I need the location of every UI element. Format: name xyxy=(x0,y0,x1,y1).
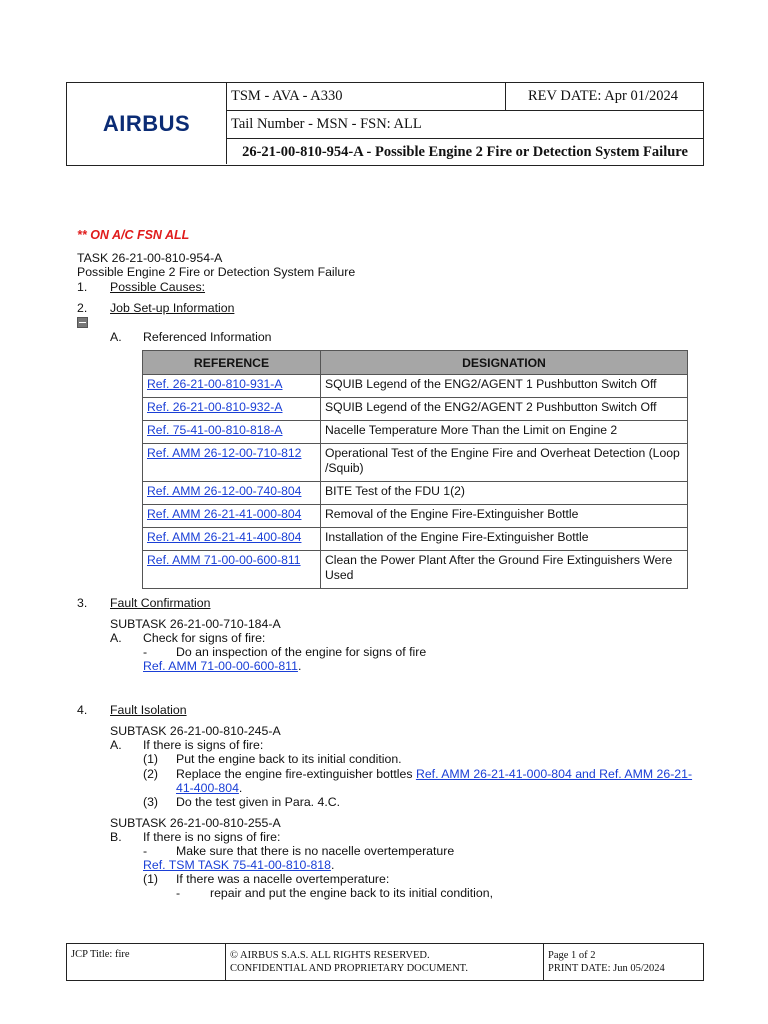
bullet-dash: - xyxy=(143,645,148,659)
page-info xyxy=(544,944,703,980)
reference-table-header xyxy=(143,351,688,375)
print-date: PRINT DATE: Jun 05/2024 xyxy=(548,963,665,974)
collapse-icon[interactable] xyxy=(77,317,88,328)
subtask-id: SUBTASK 26-21-00-710-184-A xyxy=(110,617,281,631)
step-reference-end: . xyxy=(330,858,335,872)
bullet-dash: - xyxy=(143,844,148,858)
reference-link[interactable]: Ref. AMM 26-12-00-740-804 xyxy=(147,484,302,498)
step-letter: A. xyxy=(110,738,122,752)
reference-link[interactable]: Ref. TSM TASK 75-41-00-810-818 xyxy=(143,858,331,872)
designation-cell: Clean the Power Plant After the Ground Fire Extinguishers Were Used xyxy=(321,551,688,589)
section-2-number: 2. xyxy=(77,301,88,315)
table-row xyxy=(143,375,688,398)
designation-cell: Nacelle Temperature More Than the Limit on Engine 2 xyxy=(321,421,688,444)
document-footer xyxy=(66,943,704,981)
table-row xyxy=(143,505,688,528)
tail-number: Tail Number - MSN - FSN: ALL xyxy=(231,116,422,132)
designation-cell: SQUIB Legend of the ENG2/AGENT 2 Pushbutton Switch Off xyxy=(321,398,688,421)
item-end: . xyxy=(238,781,243,795)
reference-link[interactable]: Ref. 26-21-00-810-932-A xyxy=(147,400,283,414)
item-number: (1) xyxy=(143,872,159,886)
subtask-id: SUBTASK 26-21-00-810-245-A xyxy=(110,724,281,738)
tsm-label: TSM - AVA - A330 xyxy=(227,83,506,110)
item-number: (1) xyxy=(143,752,159,766)
reference-link[interactable]: 41-400-804 xyxy=(176,781,239,795)
airbus-logo: AIRBUS xyxy=(102,110,191,136)
item-number: (2) xyxy=(143,767,159,781)
reference-link[interactable]: Ref. AMM 26-21-41-000-804 and Ref. AMM 26-21- xyxy=(415,767,693,781)
table-row xyxy=(143,398,688,421)
step-reference xyxy=(143,858,334,872)
reference-link[interactable]: Ref. 26-21-00-810-931-A xyxy=(147,377,283,391)
step-text: Check for signs of fire: xyxy=(143,631,266,645)
designation-cell: SQUIB Legend of the ENG2/AGENT 1 Pushbutton Switch Off xyxy=(321,375,688,398)
reference-link[interactable]: Ref. AMM 26-21-41-000-804 xyxy=(147,507,302,521)
table-row xyxy=(143,551,688,589)
section-3-number: 3. xyxy=(77,596,88,610)
step-reference xyxy=(143,659,301,673)
reference-table xyxy=(142,350,688,589)
designation-cell: Removal of the Engine Fire-Extinguisher Bottle xyxy=(321,505,688,528)
item-number: (3) xyxy=(143,795,159,809)
item-text: Put the engine back to its initial condition. xyxy=(176,752,402,766)
logo-cell xyxy=(67,83,227,164)
column-header-reference: REFERENCE xyxy=(143,351,321,375)
reference-link[interactable]: Ref. AMM 26-12-00-710-812 xyxy=(147,446,302,460)
section-2a-letter: A. xyxy=(110,330,122,344)
header-row-1 xyxy=(227,83,703,111)
page-number: Page 1 of 2 xyxy=(548,950,596,961)
copyright-line-2: CONFIDENTIAL AND PROPRIETARY DOCUMENT. xyxy=(230,963,468,974)
section-4-title: Fault Isolation xyxy=(110,703,187,717)
step-text: If there is signs of fire: xyxy=(143,738,264,752)
step-text: Do an inspection of the engine for signs of fire xyxy=(176,645,427,659)
section-2a-title: Referenced Information xyxy=(143,330,272,344)
designation-cell: Installation of the Engine Fire-Extinguisher Bottle xyxy=(321,528,688,551)
step-reference-end: . xyxy=(297,659,302,673)
section-2-title: Job Set-up Information xyxy=(110,301,235,315)
subtask-id: SUBTASK 26-21-00-810-255-A xyxy=(110,816,281,830)
task-title: Possible Engine 2 Fire or Detection System Failure xyxy=(77,265,356,279)
item-text: Replace the engine fire-extinguisher bottles xyxy=(176,767,416,781)
copyright-line-1: © AIRBUS S.A.S. ALL RIGHTS RESERVED. xyxy=(230,950,430,961)
reference-link[interactable]: Ref. AMM 71-00-00-600-811 xyxy=(147,553,301,567)
step-letter: A. xyxy=(110,631,122,645)
item-continuation xyxy=(176,781,242,795)
table-row xyxy=(143,528,688,551)
header-row-2 xyxy=(227,111,703,139)
section-1-title: Possible Causes: xyxy=(110,280,206,294)
rev-date: REV DATE: Apr 01/2024 xyxy=(528,88,678,104)
step-letter: B. xyxy=(110,830,122,844)
step-text: Make sure that there is no nacelle overtemperature xyxy=(176,844,455,858)
task-id: TASK 26-21-00-810-954-A xyxy=(77,251,223,265)
effectivity-note: ** ON A/C FSN ALL xyxy=(77,228,190,242)
step-text: If there is no signs of fire: xyxy=(143,830,281,844)
table-row xyxy=(143,482,688,505)
item-text: If there was a nacelle overtemperature: xyxy=(176,872,390,886)
bullet-dash: - xyxy=(176,886,181,900)
designation-cell: BITE Test of the FDU 1(2) xyxy=(321,482,688,505)
section-1-number: 1. xyxy=(77,280,88,294)
list-item xyxy=(176,767,692,781)
item-text: Do the test given in Para. 4.C. xyxy=(176,795,341,809)
table-row xyxy=(143,421,688,444)
copyright-notice xyxy=(226,944,544,980)
task-title-header: 26-21-00-810-954-A - Possible Engine 2 Fire or Detection System Failure xyxy=(242,143,688,160)
section-3-title: Fault Confirmation xyxy=(110,596,211,610)
table-row xyxy=(143,444,688,482)
jcp-title: JCP Title: fire xyxy=(67,944,226,980)
reference-link[interactable]: Ref. AMM 26-21-41-400-804 xyxy=(147,530,302,544)
item-text: repair and put the engine back to its initial condition, xyxy=(210,886,494,900)
reference-link[interactable]: Ref. AMM 71-00-00-600-811 xyxy=(143,659,298,673)
column-header-designation: DESIGNATION xyxy=(321,351,688,375)
section-4-number: 4. xyxy=(77,703,88,717)
document-header xyxy=(66,82,704,166)
designation-cell: Operational Test of the Engine Fire and Overheat Detection (Loop /Squib) xyxy=(321,444,688,482)
reference-link[interactable]: Ref. 75-41-00-810-818-A xyxy=(147,423,283,437)
